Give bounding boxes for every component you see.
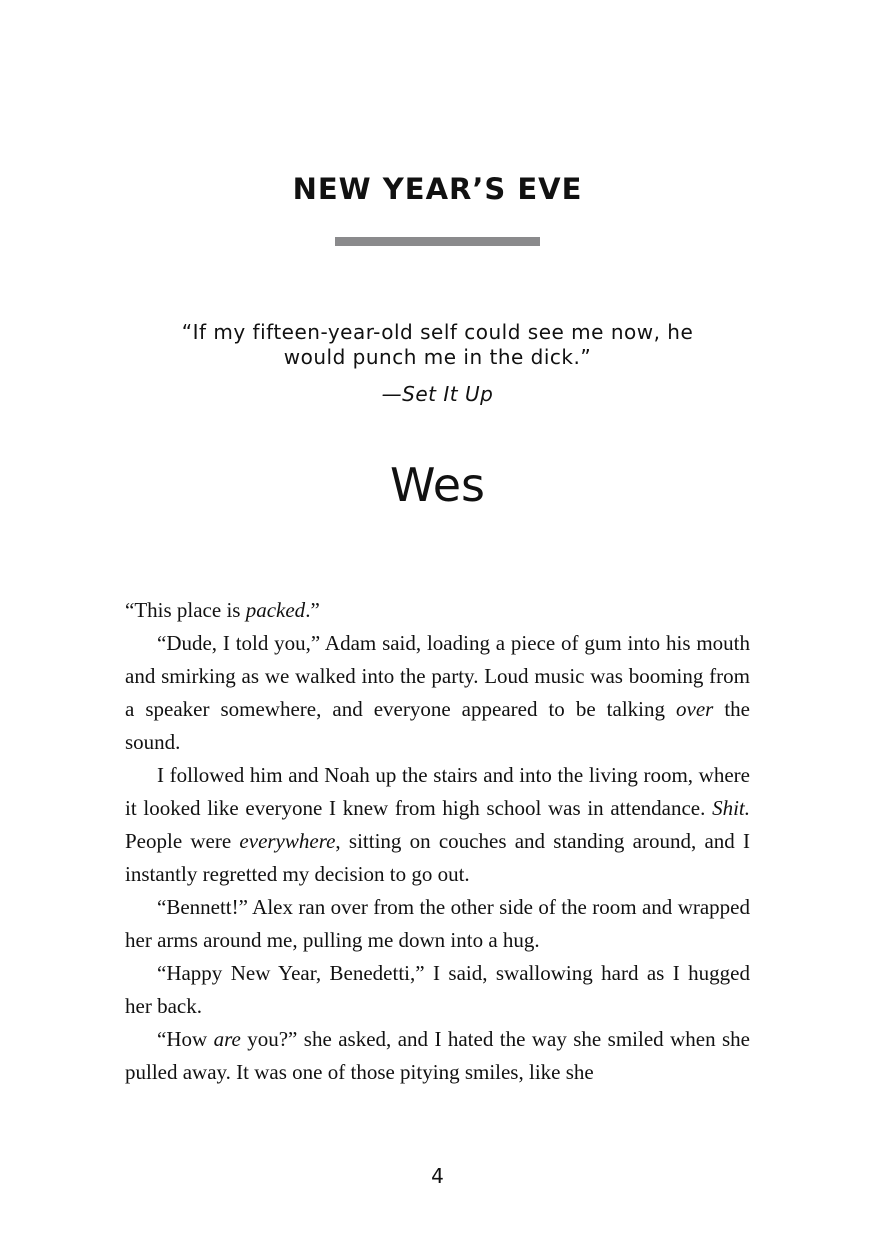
body-text xyxy=(125,594,750,1089)
body-paragraph xyxy=(125,594,750,627)
italic-text: over xyxy=(676,697,714,721)
paragraph-text: , sitting on couches and standing around, and I instantly regretted my decision to go out. xyxy=(125,829,750,886)
body-paragraph xyxy=(125,891,750,957)
epigraph xyxy=(0,320,875,370)
page-number: 4 xyxy=(431,1164,444,1188)
paragraph-text: .” xyxy=(305,598,320,622)
body-paragraph xyxy=(125,627,750,759)
paragraph-text: “Dude, I told you,” Adam said, loading a piece of gum into his mouth and smirking as we walked into the party. Loud music was booming from a speaker somewhere, and everyone appeared to be talking xyxy=(125,631,750,721)
body-paragraph xyxy=(125,759,750,891)
italic-text: packed xyxy=(245,598,306,622)
paragraph-text: the sound. xyxy=(125,697,750,754)
body-paragraph xyxy=(125,957,750,1023)
epigraph-line: “If my fifteen-year-old self could see me now, he xyxy=(181,320,694,344)
paragraph-text: I followed him and Noah up the stairs and into the living room, where it looked like everyone I knew from high school was in attendance. xyxy=(125,763,750,820)
epigraph-source: —Set It Up xyxy=(381,382,494,406)
pov-heading: Wes xyxy=(389,458,486,512)
paragraph-text: “This place is xyxy=(125,598,246,622)
epigraph-line: would punch me in the dick.” xyxy=(283,345,592,369)
paragraph-text: “Bennett!” Alex ran over from the other side of the room and wrapped her arms around me, pulling me down into a hug. xyxy=(125,895,750,952)
paragraph-text: “Happy New Year, Benedetti,” I said, swallowing hard as I hugged her back. xyxy=(125,961,750,1018)
italic-text: are xyxy=(213,1027,241,1051)
italic-text: Shit. xyxy=(712,796,750,820)
paragraph-text: “How xyxy=(157,1027,214,1051)
body-paragraph xyxy=(125,1023,750,1089)
paragraph-text: you?” she asked, and I hated the way she smiled when she pulled away. It was one of those pitying smiles, like she xyxy=(125,1027,750,1084)
paragraph-text: People were xyxy=(125,829,240,853)
italic-text: everywhere xyxy=(239,829,336,853)
chapter-title: NEW YEAR’S EVE xyxy=(292,172,583,206)
title-rule xyxy=(335,237,540,246)
